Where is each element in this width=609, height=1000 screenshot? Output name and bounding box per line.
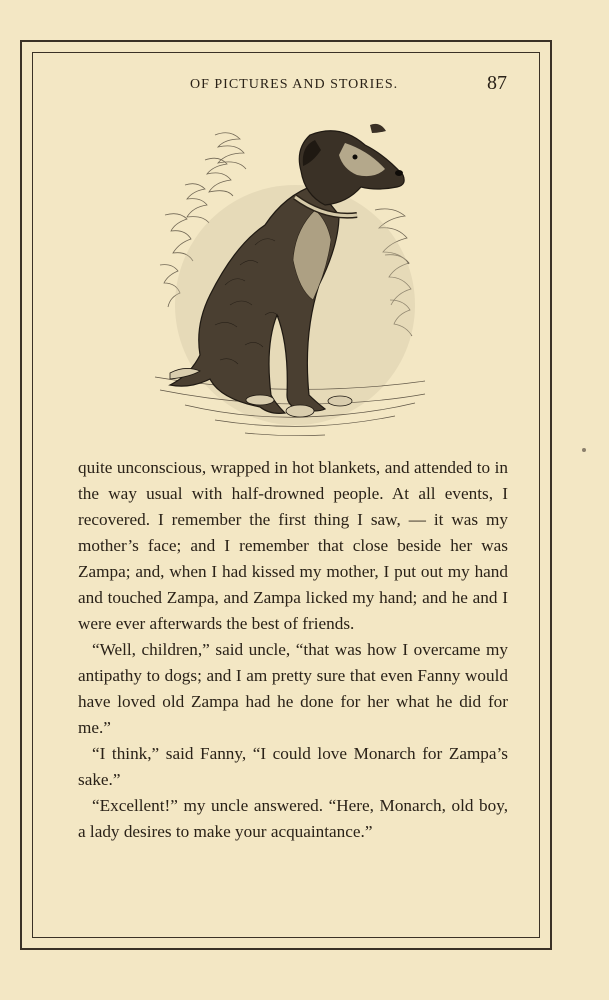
paragraph-uncle-answer: “Excellent!” my uncle answered. “Here, Monarch, old boy, a lady desires to make your acquaintance.”	[78, 796, 508, 841]
story-text	[78, 455, 508, 845]
dog-illustration	[145, 115, 435, 445]
running-header-title: OF PICTURES AND STORIES.	[190, 77, 399, 92]
paragraph-continuation: quite unconscious, wrapped in hot blankets, and attended to in the way usual with half-drowned people. At all events, I recovered. I remember the first thing I saw, — it was my mother’s face; and I remember that close beside her was Zampa; and, when I had kissed my mother, I put out my hand and touched Zampa, and Zampa licked my hand; and he and I were ever afterwards the best of friends.	[78, 458, 508, 633]
dog-engraving-icon	[145, 115, 435, 445]
paragraph-uncle-speech: “Well, children,” said uncle, “that was how I overcame my antipathy to dogs; and I am pretty sure that even Fanny would have loved old Zampa had he done for her what he did for me.”	[78, 640, 508, 737]
paragraph-fanny-speech: “I think,” said Fanny, “I could love Monarch for Zampa’s sake.”	[78, 744, 508, 789]
page-speck	[582, 448, 586, 452]
page-number: 87	[487, 72, 507, 94]
